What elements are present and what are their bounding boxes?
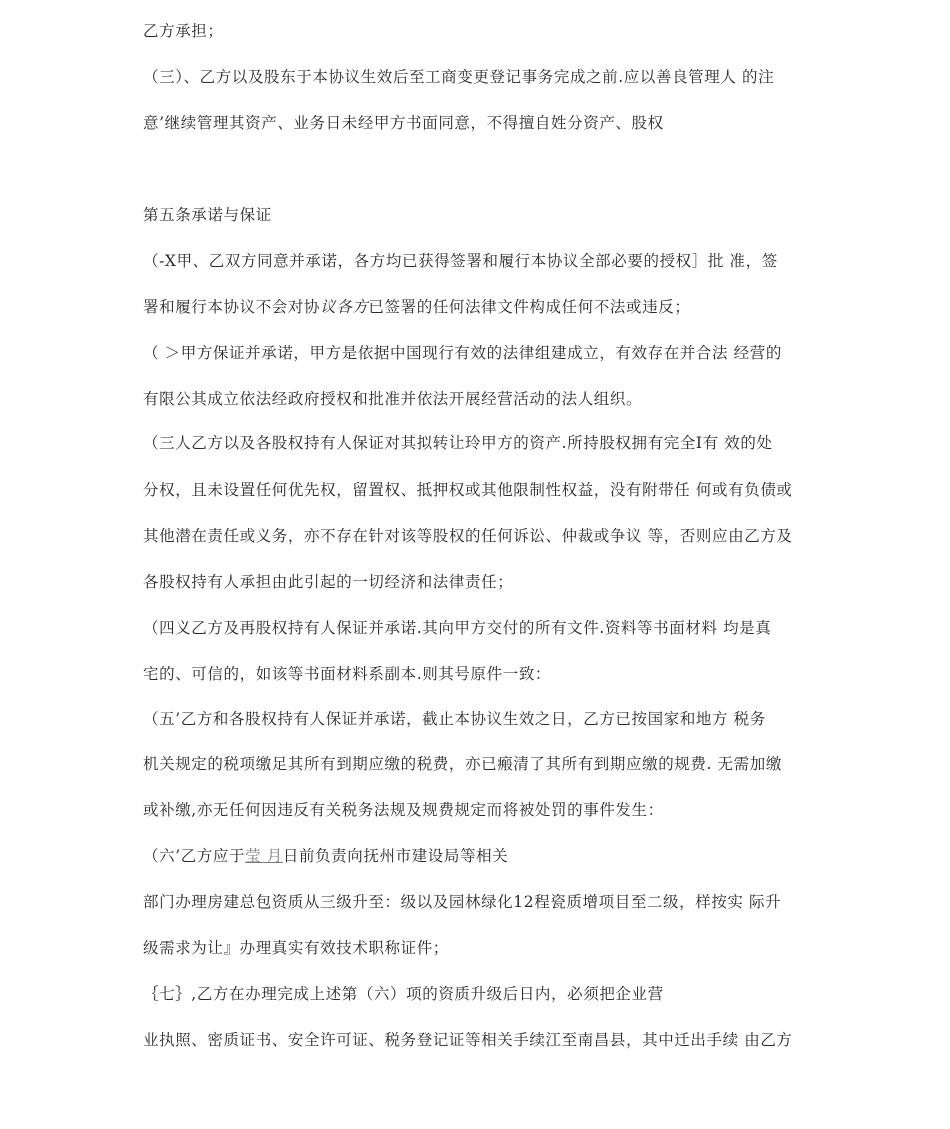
line-text: 分权，且未设置任何优先权，留置权、抵押权或其他限制性权益，没有附带任 何或有负债或	[143, 481, 793, 499]
line-text: 级需求为让』办理真实有效技术职称证件；	[143, 939, 449, 957]
text-line	[143, 432, 813, 454]
line-text: 其他潜在责任或义务，亦不存在针对该等股权的任何诉讼、仲裁或争议 等，否则应由乙方及	[143, 527, 793, 545]
line-text: 各股权持有人承担由此引起的一切经济和法律责任；	[143, 573, 514, 591]
text-line	[143, 663, 813, 685]
line-text: ｛七｝,乙方在办理完成上述第（六）项的资质升级后日内，必须把企业营	[143, 985, 664, 1003]
text-line	[143, 617, 813, 639]
text-line	[143, 571, 813, 593]
text-line	[143, 525, 813, 547]
line-text: 宅的、可信的，如该等书面材料系副本.则其号原件一致：	[143, 665, 552, 683]
line-text: 机关规定的税项缴足其所有到期应缴的税费，亦已瘢清了其所有到期应缴的规费. 无需加缴	[143, 755, 782, 773]
line-text: （ ＞甲方保证并承诺，甲方是依据中国现行有效的法律组建成立，有效存在并合法 经营的	[143, 344, 782, 362]
line-text: 有限公其成立依法经政府授权和批准并依法开展经营活动的法人组织。	[143, 390, 643, 408]
line-text: 部门办理房建总包资质从三级升至：级以及园林绿化12程瓷质增项目至二级，样按实 际升	[143, 893, 782, 911]
line-text: 乙方承担；	[143, 22, 224, 40]
section-heading	[143, 204, 813, 226]
line-text: （六’乙方应于	[143, 847, 246, 865]
text-line	[143, 753, 813, 775]
text-line	[143, 388, 813, 410]
line-text: 已签署的任何法律文件构成任何不法或违反；	[368, 298, 691, 316]
line-text: （五’乙方和各股权持有人保证并承诺，截止本协议生效之日，乙方已按国家和地方 税务	[143, 710, 766, 728]
text-line	[143, 250, 813, 272]
text-line	[143, 1029, 813, 1051]
text-line	[143, 20, 813, 42]
heading-text: 第五条承诺与保证	[143, 206, 272, 224]
text-line	[143, 799, 813, 821]
line-text: 意’继续管理其资产、业务日未经甲方书面同意，不得擅自姓分资产、股权	[143, 114, 664, 132]
line-text: （三）、乙方以及股东于本协议生效后至工商变更登记事务完成之前.应以善良管理人 的注	[143, 68, 775, 86]
line-text: （-X甲、乙双方同意并承诺，各方均已获得签署和履行本协议全部必要的授权］批 准，签	[143, 252, 778, 270]
text-line	[143, 479, 813, 501]
text-line	[143, 708, 813, 730]
italic-text: 议各方	[320, 298, 369, 316]
line-text: 或补缴,亦无任何因违反有关税务法规及规费规定而将被处罚的事件发生：	[143, 801, 664, 819]
fill-in-blank: 莹 月	[245, 847, 283, 865]
line-text: 署和履行本协议不会对协	[143, 298, 321, 316]
line-text: （三人乙方以及各股权持有人保证对其拟转让玲甲方的资产.所持股权拥有完全I有 效的处	[143, 434, 773, 452]
line-text: （四义乙方及再股权持有人保证并承诺.其向甲方交付的所有文件.资料等书面材料 均是真	[143, 619, 772, 637]
line-text: 业执照、密质证书、安全许可证、税务登记证等相关手续江至南昌县，其中迁出手续 由乙方	[143, 1031, 793, 1049]
text-line	[143, 296, 813, 318]
text-line	[143, 891, 813, 913]
text-line	[143, 845, 813, 867]
text-line	[143, 937, 813, 959]
text-line	[143, 66, 813, 88]
line-text: 日前负责向抚州市建设局等相关	[282, 847, 509, 865]
text-line	[143, 112, 813, 134]
text-line	[143, 983, 813, 1005]
text-line	[143, 342, 813, 364]
